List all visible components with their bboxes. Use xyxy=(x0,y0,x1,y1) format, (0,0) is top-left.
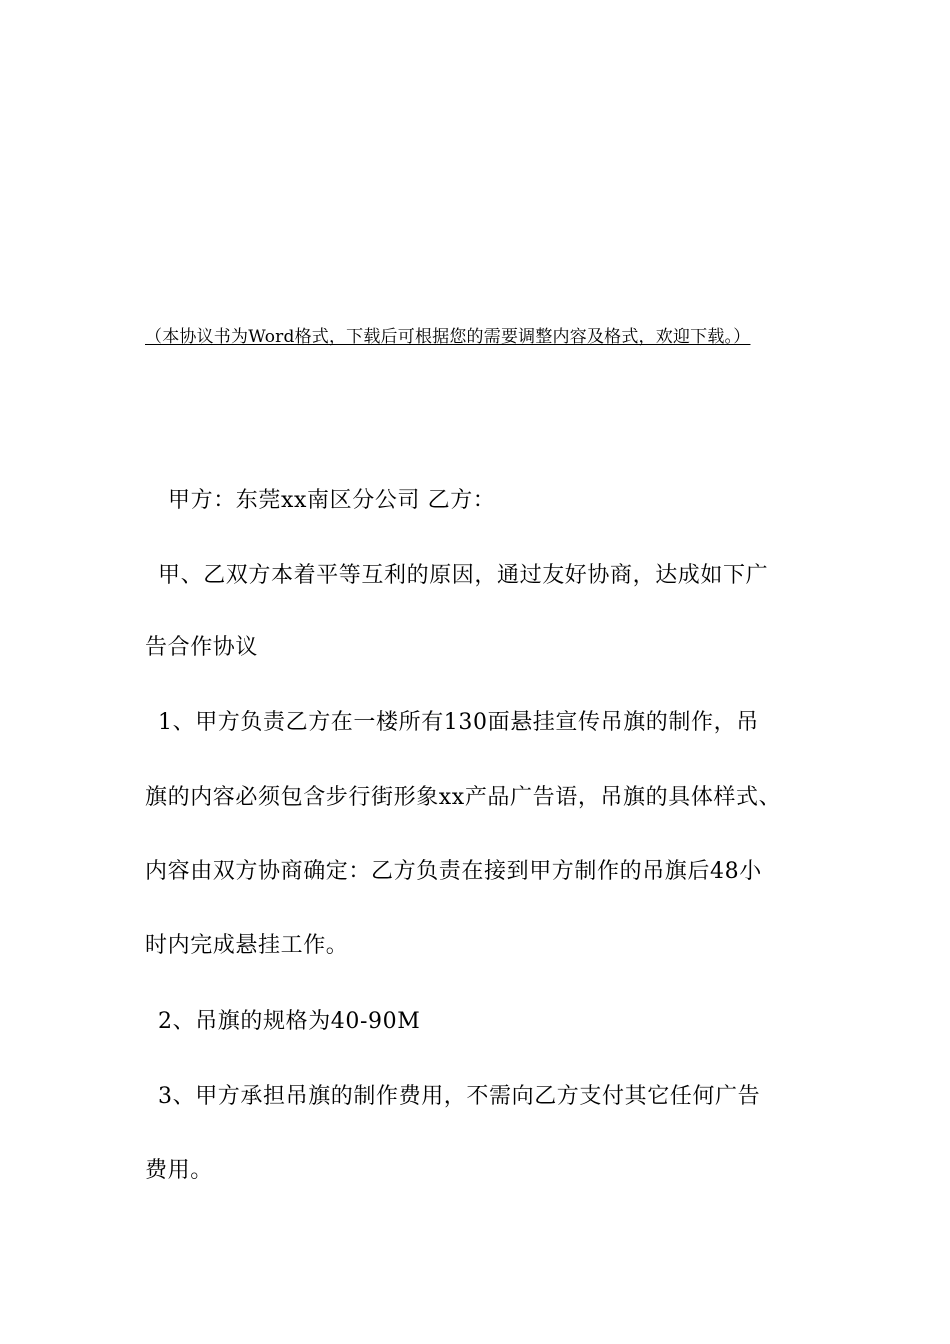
download-note: （本协议书为Word格式，下载后可根据您的需要调整内容及格式，欢迎下载。） xyxy=(145,327,751,347)
intro-line-2: 告合作协议 xyxy=(145,635,259,660)
clause-3-line-1: 3、甲方承担吊旗的制作费用，不需向乙方支付其它任何广告 xyxy=(158,1084,761,1109)
clause-1-line-1: 1、甲方负责乙方在一楼所有130面悬挂宣传吊旗的制作，吊 xyxy=(158,710,759,735)
clause-1-line-2: 旗的内容必须包含步行街形象xx产品广告语，吊旗的具体样式、 xyxy=(145,785,782,810)
parties-line: 甲方：东莞xx南区分公司 乙方： xyxy=(168,488,496,513)
clause-3-line-2: 费用。 xyxy=(145,1158,213,1183)
clause-2-line-1: 2、吊旗的规格为40-90M xyxy=(158,1009,421,1034)
clause-1-line-3: 内容由双方协商确定：乙方负责在接到甲方制作的吊旗后48小 xyxy=(145,859,762,884)
clause-1-line-4: 时内完成悬挂工作。 xyxy=(145,933,349,958)
intro-line-1: 甲、乙双方本着平等互利的原因，通过友好协商，达成如下广 xyxy=(158,563,769,588)
